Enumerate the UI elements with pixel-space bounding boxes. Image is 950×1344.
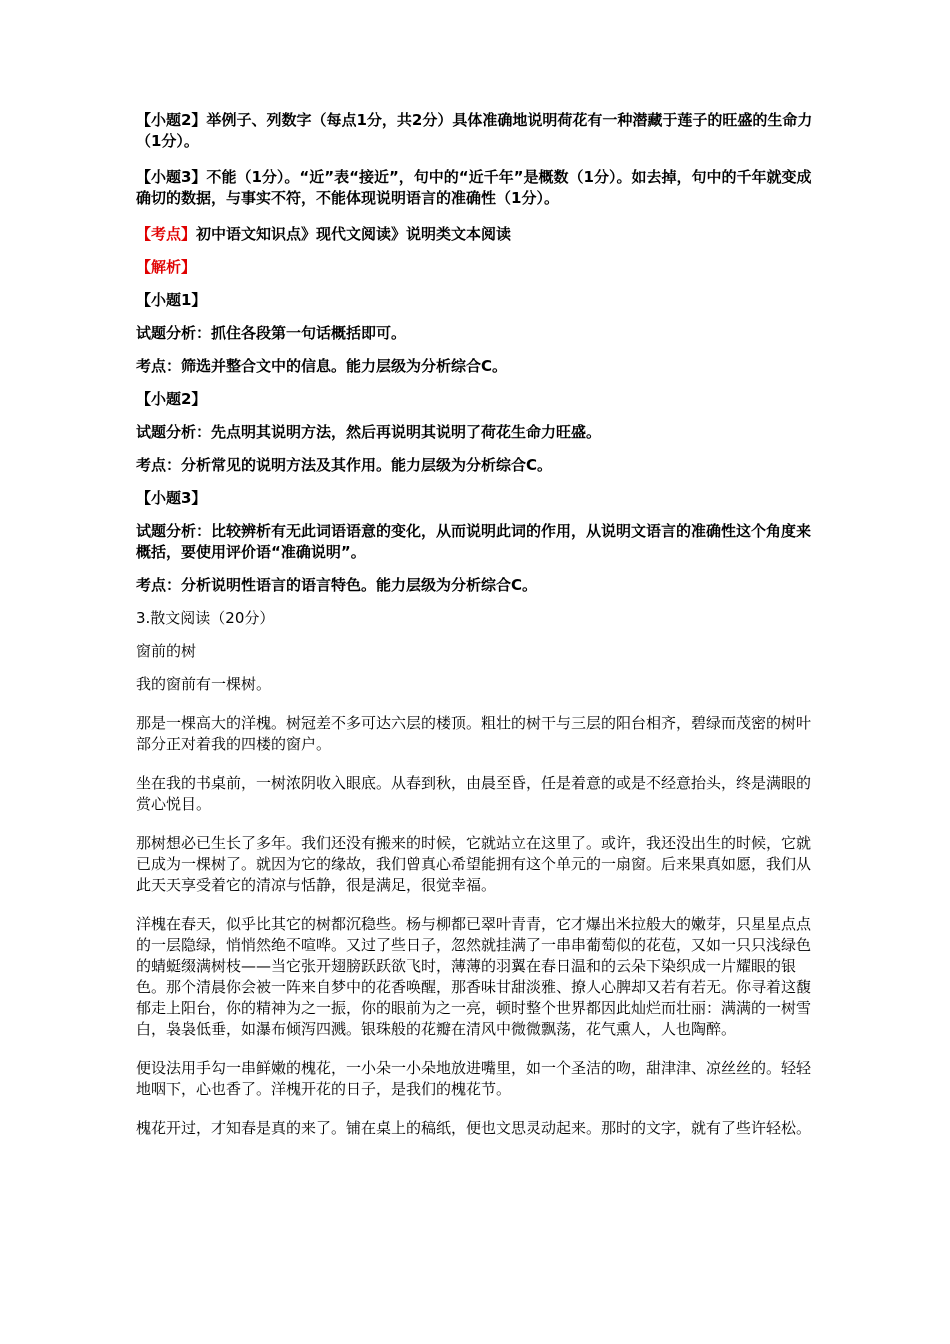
kaodian-line xyxy=(136,224,816,245)
essay-paragraph: 洋槐在春天，似乎比其它的树都沉稳些。杨与柳都已翠叶青青，它才爆出米拉般大的嫩芽，只星星点点的一层隐绿，悄悄然绝不喧哗。又过了些日子，忽然就挂满了一串串葡萄似的花苞，又如一只只浅绿色的蜻蜓缀满树枝——当它张开翅膀跃跃欲飞时，薄薄的羽翼在春日温和的云朵下染织成一片耀眼的银色。那个清晨你会被一阵来自梦中的花香唤醒，那香味甘甜淡雅、撩人心脾却又若有若无。你寻着这馥郁走上阳台，你的精神为之一振，你的眼前为之一亮，顿时整个世界都因此灿烂而壮丽：满满的一树雪白，袅袅低垂，如瀑布倾泻四溅。银珠般的花瓣在清风中微微飘荡，花气熏人，人也陶醉。 xyxy=(136,915,812,1038)
answer-q3: 【小题3】不能（1分）。“近”表“接近”，句中的“近千年”是概数（1分）。如去掉，句中的千年就变成确切的数据，与事实不符，不能体现说明语言的准确性（1分）。 xyxy=(136,168,812,207)
document-page xyxy=(136,110,816,1139)
essay-paragraph: 我的窗前有一棵树。 xyxy=(136,675,272,693)
kaodian-text: 初中语文知识点》现代文阅读》说明类文本阅读 xyxy=(196,225,512,243)
essay-paragraph: 便设法用手勾一串鲜嫩的槐花，一小朵一小朵地放进嘴里，如一个圣洁的吻，甜津津、凉丝丝的。轻轻地咽下，心也香了。洋槐开花的日子，是我们的槐花节。 xyxy=(136,1059,812,1098)
sub-question-3-title: 【小题3】 xyxy=(136,489,207,507)
section-heading: 3.散文阅读（20分） xyxy=(136,609,275,627)
sub-question-3-analysis: 试题分析：比较辨析有无此词语语意的变化，从而说明此词的作用，从说明文语言的准确性这个角度来概括，要使用评价语“准确说明”。 xyxy=(136,522,812,561)
sub-question-1-analysis: 试题分析：抓住各段第一句话概括即可。 xyxy=(136,324,407,342)
answer-q2: 【小题2】举例子、列数字（每点1分，共2分）具体准确地说明荷花有一种潜藏于莲子的旺盛的生命力（1分）。 xyxy=(136,111,813,150)
essay-paragraph: 那是一棵高大的洋槐。树冠差不多可达六层的楼顶。粗壮的树干与三层的阳台相齐，碧绿而茂密的树叶部分正对着我的四楼的窗户。 xyxy=(136,714,812,753)
sub-question-2-title: 【小题2】 xyxy=(136,390,207,408)
sub-question-1-title: 【小题1】 xyxy=(136,291,207,309)
sub-question-2-analysis: 试题分析：先点明其说明方法，然后再说明其说明了荷花生命力旺盛。 xyxy=(136,423,602,441)
sub-question-1-point: 考点：筛选并整合文中的信息。能力层级为分析综合C。 xyxy=(136,357,508,375)
essay-paragraph: 那树想必已生长了多年。我们还没有搬来的时候，它就站立在这里了。或许，我还没出生的时候，它就已成为一棵树了。就因为它的缘故，我们曾真心希望能拥有这个单元的一扇窗。后来果真如愿，我们从此天天享受着它的清凉与恬静，很是满足，很觉幸福。 xyxy=(136,834,812,894)
essay-paragraph: 槐花开过，才知春是真的来了。铺在桌上的稿纸，便也文思灵动起来。那时的文字，就有了些许轻松。 xyxy=(136,1119,812,1137)
sub-question-2-point: 考点：分析常见的说明方法及其作用。能力层级为分析综合C。 xyxy=(136,456,553,474)
kaodian-label: 【考点】 xyxy=(136,225,197,243)
sub-question-3-point: 考点：分析说明性语言的语言特色。能力层级为分析综合C。 xyxy=(136,576,538,594)
jiexi-label: 【解析】 xyxy=(136,258,197,276)
essay-paragraph: 坐在我的书桌前，一树浓阴收入眼底。从春到秋，由晨至昏，任是着意的或是不经意抬头，终是满眼的赏心悦目。 xyxy=(136,774,812,813)
essay-title: 窗前的树 xyxy=(136,642,197,660)
